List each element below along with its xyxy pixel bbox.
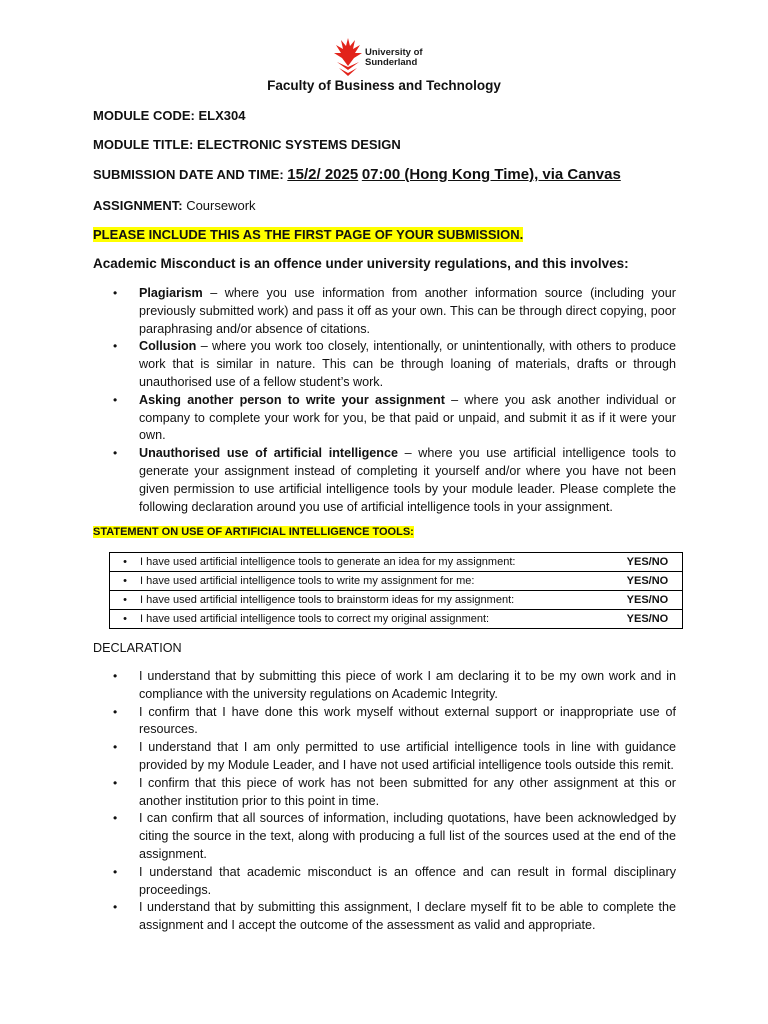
declaration-list xyxy=(93,668,676,935)
module-title-line xyxy=(93,137,401,152)
ai-usage-table xyxy=(109,552,683,629)
list-item xyxy=(93,445,676,516)
item-text: – where you use information from another information source (including your previously submitted work) and pass it off as your own. This can be through direct copying, poor paraphrasing and/or absence of citations. xyxy=(139,286,676,336)
module-title-value: ELECTRONIC SYSTEMS DESIGN xyxy=(197,137,401,152)
submission-time: 07:00 (Hong Kong Time), via Canvas xyxy=(361,166,621,183)
submission-label: SUBMISSION DATE AND TIME: xyxy=(93,167,284,182)
misconduct-list xyxy=(93,285,676,516)
bullet-icon: • xyxy=(113,446,118,461)
logo-line-2: Sunderland xyxy=(365,57,418,68)
bullet-icon: • xyxy=(113,811,118,826)
bullet-icon: • xyxy=(110,553,141,572)
item-text: – where you ask another individual or company to complete your work for you, be that paid or unpaid, and submit it as if it were your own. xyxy=(139,392,676,443)
item-text: – where you use artificial intelligence tools to generate your assignment instead of completing it yourself and/or where you have not been given permission to use artificial intelligence tools by your module leader. Please complete the following declaration around you use of artificial intelligence tools in your assignment. xyxy=(139,446,676,514)
bullet-icon: • xyxy=(113,286,118,300)
assignment-value: Coursework xyxy=(186,198,256,213)
bullet-icon: • xyxy=(110,572,141,591)
first-page-notice xyxy=(93,227,523,242)
ai-row-text: I have used artificial intelligence tools to brainstorm ideas for my assignment: xyxy=(140,591,619,610)
bullet-icon: • xyxy=(113,339,118,354)
module-code-value: ELX304 xyxy=(198,108,246,123)
declaration-text: I understand that by submitting this piece of work I am declaring it to be my own work and in compliance with the university regulations on Academic Integrity. xyxy=(139,669,676,701)
declaration-text: I understand that by submitting this assignment, I declare myself fit to be able to complete the assignment and I accept the outcome of the assessment as valid and appropriate. xyxy=(139,900,676,933)
list-item xyxy=(93,864,676,900)
flame-logo-icon xyxy=(333,36,363,80)
bullet-icon: • xyxy=(113,669,118,683)
bullet-icon: • xyxy=(110,610,141,629)
assignment-line xyxy=(93,198,256,213)
misconduct-intro: Academic Misconduct is an offence under university regulations, and this involves: xyxy=(93,256,629,271)
ai-row-text: I have used artificial intelligence tools to correct my original assignment: xyxy=(140,610,619,629)
list-item xyxy=(93,392,676,445)
ai-row-answer: YES/NO xyxy=(619,553,683,572)
item-text: – where you work too closely, intentionally, or unintentionally, with others to produce work that is similar in nature. This can be through loaning of materials, drafts or through unauthorised use of a fellow student’s work. xyxy=(139,339,676,389)
bullet-icon: • xyxy=(113,740,118,755)
ai-row-answer: YES/NO xyxy=(619,591,683,610)
table-row xyxy=(110,610,683,629)
module-code-line xyxy=(93,108,245,123)
logo-line-1: University of xyxy=(365,47,423,58)
bullet-icon: • xyxy=(110,591,141,610)
table-row xyxy=(110,572,683,591)
list-item xyxy=(93,775,676,811)
list-item xyxy=(93,668,676,704)
bullet-icon: • xyxy=(113,704,118,719)
list-item xyxy=(93,739,676,775)
item-term: Asking another person to write your assignment xyxy=(139,392,445,407)
item-term: Collusion xyxy=(139,339,197,354)
list-item xyxy=(93,285,676,338)
ai-row-text: I have used artificial intelligence tools to write my assignment for me: xyxy=(140,572,619,591)
ai-row-answer: YES/NO xyxy=(619,610,683,629)
faculty-title: Faculty of Business and Technology xyxy=(267,78,501,93)
bullet-icon: • xyxy=(113,864,118,879)
assignment-label: ASSIGNMENT: xyxy=(93,198,183,213)
university-logo xyxy=(333,36,445,80)
bullet-icon: • xyxy=(113,392,118,407)
submission-date: 15/2/ 2025 xyxy=(287,166,359,183)
logo-wordmark xyxy=(365,48,445,68)
list-item xyxy=(93,899,676,935)
declaration-text: I confirm that this piece of work has not been submitted for any other assignment at this or another institution prior to this point in time. xyxy=(139,775,676,808)
declaration-heading: DECLARATION xyxy=(93,641,182,655)
item-term: Unauthorised use of artificial intelligence xyxy=(139,446,398,461)
item-term: Plagiarism xyxy=(139,286,203,300)
bullet-icon: • xyxy=(113,900,118,915)
table-row xyxy=(110,591,683,610)
declaration-text: I understand that academic misconduct is an offence and can result in formal disciplinary proceedings. xyxy=(139,864,676,897)
ai-statement-heading: STATEMENT ON USE OF ARTIFICIAL INTELLIGENCE TOOLS: xyxy=(93,526,414,538)
ai-row-text: I have used artificial intelligence tools to generate an idea for my assignment: xyxy=(140,553,619,572)
module-code-label: MODULE CODE: xyxy=(93,108,195,123)
ai-row-answer: YES/NO xyxy=(619,572,683,591)
module-title-label: MODULE TITLE: xyxy=(93,137,194,152)
submission-line xyxy=(93,166,621,183)
list-item xyxy=(93,338,676,391)
notice-text: PLEASE INCLUDE THIS AS THE FIRST PAGE OF YOUR SUBMISSION. xyxy=(93,227,524,242)
declaration-text: I understand that I am only permitted to use artificial intelligence tools in line with guidance provided by my Module Leader, and I have not used artificial intelligence tools outside this remit. xyxy=(139,740,676,772)
bullet-icon: • xyxy=(113,775,118,790)
table-row xyxy=(110,553,683,572)
declaration-text: I confirm that I have done this work myself without external support or inappropriate use of resources. xyxy=(139,704,676,737)
list-item xyxy=(93,810,676,863)
declaration-text: I can confirm that all sources of information, including quotations, have been acknowledged by citing the source in the text, along with producing a full list of the sources used at the end of the assignment. xyxy=(139,811,676,861)
list-item xyxy=(93,704,676,740)
